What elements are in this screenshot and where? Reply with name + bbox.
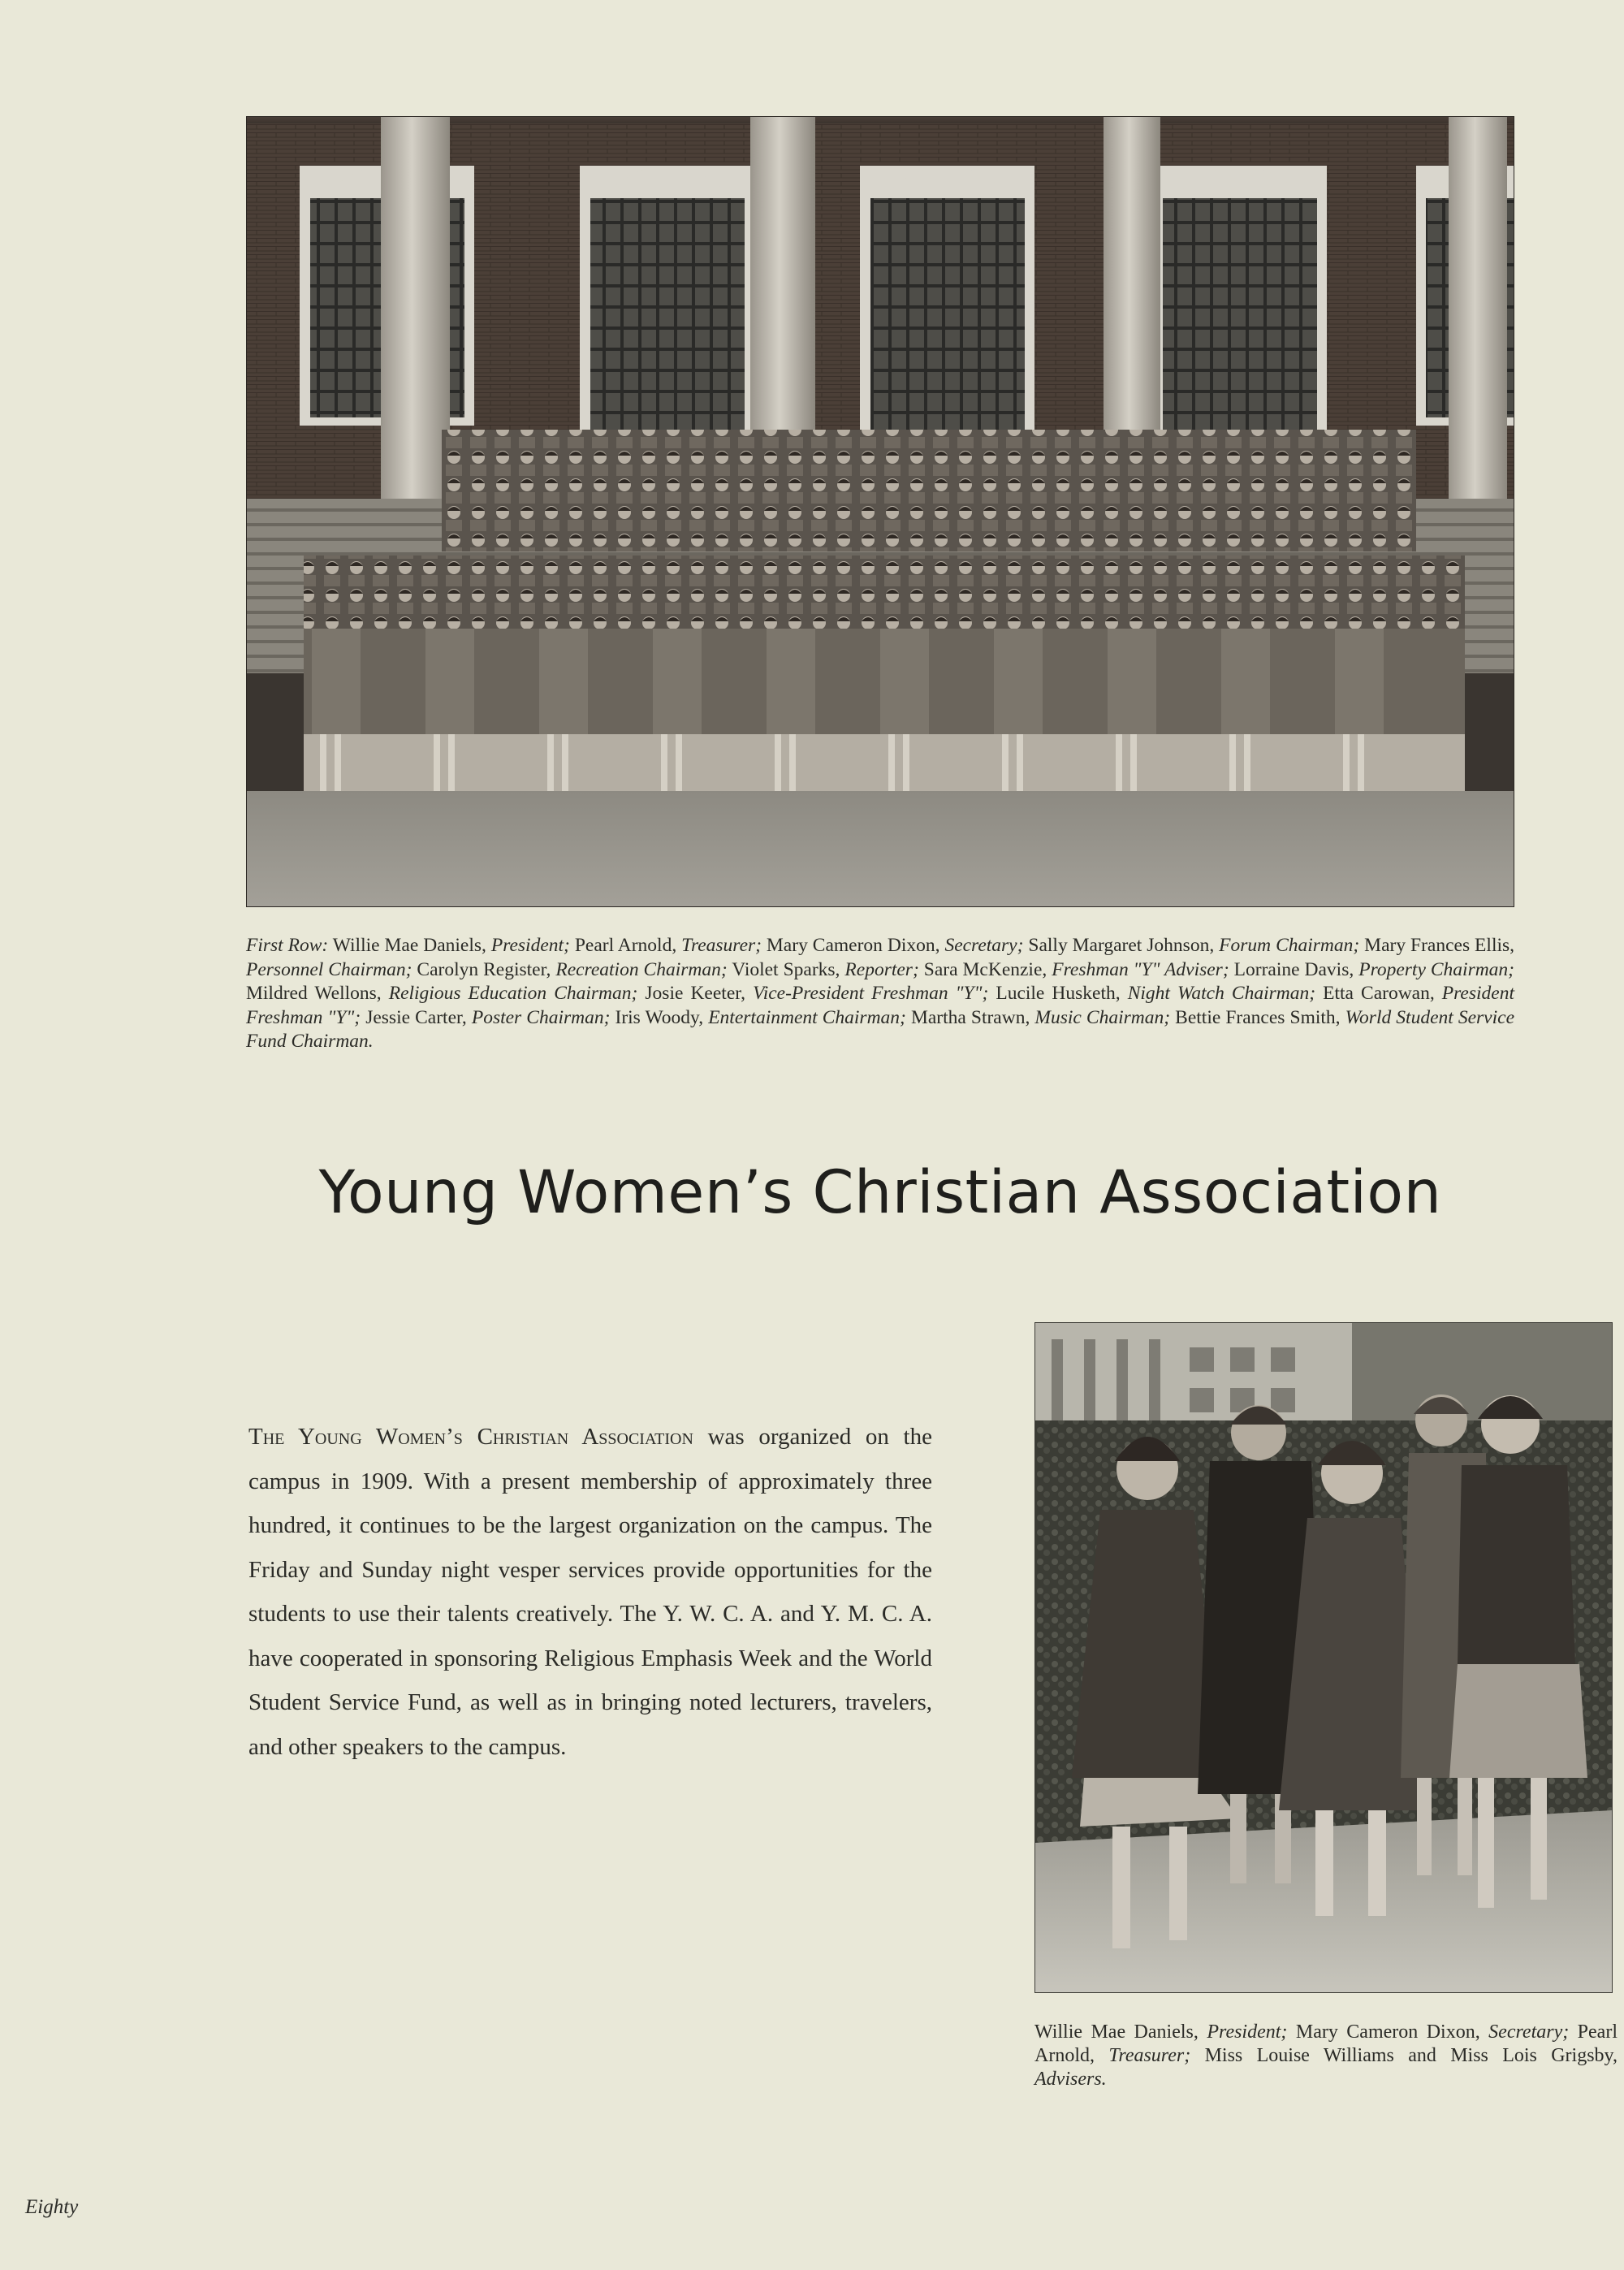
- officers-photo-caption: [1034, 2021, 1618, 2091]
- caption-name: Pearl Arnold,: [569, 935, 682, 956]
- caption-role: Recreation Chairman;: [555, 958, 728, 980]
- caption-role: Personnel Chairman;: [246, 958, 412, 980]
- caption-name: Sally Margaret Johnson,: [1023, 935, 1220, 956]
- caption-role: World Student Service Fund Chairman.: [246, 1006, 1515, 1052]
- caption-role: President;: [1207, 2021, 1288, 2043]
- caption-role: Poster Chairman;: [471, 1006, 611, 1028]
- officers-photo: [1034, 1322, 1613, 1993]
- caption-role: President Freshman "Y";: [246, 983, 1514, 1028]
- caption-name: Lorraine Davis,: [1229, 958, 1359, 980]
- caption-name: Etta Carowan,: [1315, 983, 1442, 1004]
- group-photo-caption: [246, 934, 1514, 1054]
- caption-role: Religious Education Chairman;: [388, 983, 638, 1004]
- caption-name: Violet Sparks,: [727, 958, 845, 980]
- caption-role: Advisers.: [1034, 2069, 1107, 2090]
- page-number: Eighty: [25, 2196, 79, 2218]
- caption-role: Vice-President Freshman "Y";: [753, 983, 989, 1004]
- caption-name: Bettie Frances Smith,: [1170, 1006, 1345, 1028]
- caption-name: Miss Louise Williams and Miss Lois Grigsby,: [1190, 2045, 1618, 2066]
- body-paragraph: [248, 1415, 932, 1769]
- caption-role: Secretary;: [944, 935, 1024, 956]
- caption-role: Reporter;: [844, 958, 919, 980]
- page-title: Young Women’s Christian Association: [318, 1158, 1442, 1227]
- caption-role: First Row:: [246, 935, 329, 956]
- caption-name: Willie Mae Daniels,: [328, 935, 491, 956]
- caption-name: Carolyn Register,: [412, 958, 556, 980]
- caption-role: Night Watch Chairman;: [1127, 983, 1316, 1004]
- caption-name: Sara McKenzie,: [918, 958, 1052, 980]
- caption-name: Lucile Husketh,: [988, 983, 1128, 1004]
- officers-photo-image: [1035, 1323, 1612, 1992]
- group-photo: [246, 116, 1514, 907]
- body-text: was organized on the campus in 1909. With a present membership of approximately three hundred, it continues to be the largest organization on the campus. The Friday and Sunday night vesper services provide opportunities for the students to use their talents creatively. The Y. W. C. A. and Y. M. C. A. have cooperated in sponsoring Religious Emphasis Week and the World Student Service Fund, as well as in bringing noted lecturers, travelers, and other speakers to the campus.: [248, 1424, 932, 1760]
- caption-role: President;: [490, 935, 570, 956]
- body-lead-smallcaps: The Young Women’s Christian Association: [248, 1424, 693, 1450]
- caption-name: Mary Cameron Dixon,: [761, 935, 945, 956]
- group-photo-image: [247, 117, 1514, 906]
- caption-role: Freshman "Y" Adviser;: [1052, 958, 1229, 980]
- caption-role: Music Chairman;: [1034, 1006, 1171, 1028]
- caption-name: Jessie Carter,: [361, 1006, 472, 1028]
- caption-role: Treasurer;: [681, 935, 762, 956]
- caption-name: Martha Strawn,: [905, 1006, 1035, 1028]
- caption-name: Iris Woody,: [610, 1006, 709, 1028]
- caption-role: Secretary;: [1488, 2021, 1570, 2043]
- caption-role: Treasurer;: [1108, 2045, 1191, 2066]
- caption-name: Willie Mae Daniels,: [1034, 2021, 1207, 2043]
- caption-name: Mary Frances Ellis,: [1359, 935, 1515, 956]
- caption-name: Josie Keeter,: [637, 983, 754, 1004]
- caption-name: Pearl Arnold,: [1034, 2021, 1618, 2066]
- caption-name: Mildred Wellons,: [246, 983, 389, 1004]
- caption-role: Forum Chairman;: [1219, 935, 1360, 956]
- caption-role: Entertainment Chairman;: [708, 1006, 906, 1028]
- caption-name: Mary Cameron Dixon,: [1287, 2021, 1489, 2043]
- caption-role: Property Chairman;: [1358, 958, 1515, 980]
